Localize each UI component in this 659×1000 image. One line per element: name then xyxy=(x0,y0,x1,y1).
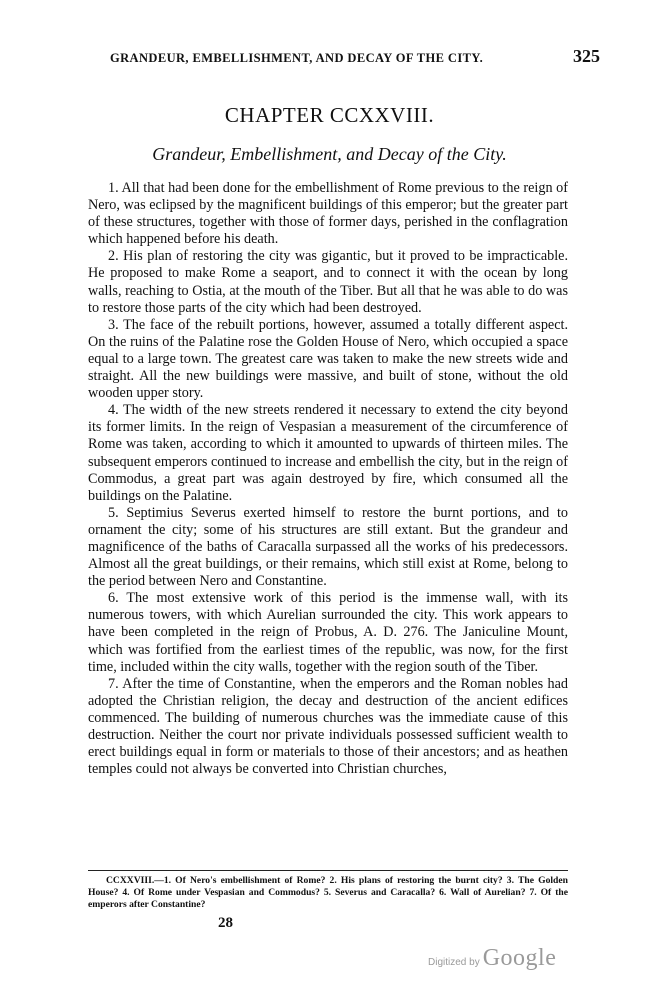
page-number: 325 xyxy=(573,46,600,66)
chapter-heading: CHAPTER CCXXVIII. xyxy=(224,103,435,127)
body-text xyxy=(88,180,568,778)
running-head xyxy=(110,46,600,67)
paragraph-3: 3. The face of the rebuilt portions, however, assumed a totally different aspect. On the ruins of the Palatine rose the Golden House of Nero, which occupied a space equal to a large town. The greatest care was taken to make the new streets wide and straight. All the new buildings were massive, and built of stone, without the old wooden upper story. xyxy=(88,316,568,402)
signature-mark: 28 xyxy=(218,915,233,931)
running-title: GRANDEUR, EMBELLISHMENT, AND DECAY OF THE CITY. xyxy=(110,51,484,65)
watermark-prefix: Digitized by xyxy=(428,957,480,968)
chapter-subtitle: Grandeur, Embellishment, and Decay of the City. xyxy=(152,144,507,164)
digitized-by-google-watermark xyxy=(428,945,556,972)
review-questions-text: CCXXVIII.—1. Of Nero's embellishment of Rome? 2. His plans of restoring the burnt city? 3. The Golden House? 4. Of Rome under Vespasian and Commodus? 5. Severus and Caracalla? 6. Wall of Aurelian? 7. Of the emperors after Constantine? xyxy=(88,875,568,911)
paragraph-7: 7. After the time of Constantine, when the emperors and the Roman nobles had adopted the Christian religion, the decay and destruction of the ancient edifices commenced. The building of numerous churches was the immediate cause of this destruction. Neither the court nor private individuals possessed sufficient wealth to erect buildings equal in form or materials to those of their ancestors; and as heathen temples could not always be converted into Christian churches, xyxy=(88,675,568,778)
footnote-divider xyxy=(88,870,568,871)
paragraph-6: 6. The most extensive work of this period is the immense wall, with its numerous towers, with which Aurelian surrounded the city. This work appears to have been completed in the reign of Probus, A. D. 276. The Janiculine Mount, which was fortified from the earliest times of the republic, was now, for the first time, included within the city walls, together with the region south of the Tiber. xyxy=(88,590,568,675)
paragraph-2: 2. His plan of restoring the city was gigantic, but it proved to be impracticable. He proposed to make Rome a seaport, and to connect it with the ocean by long walls, reaching to Ostia, at the mouth of the Tiber. But all that he was able to do was to restore those parts of the city which had been destroyed. xyxy=(88,248,568,316)
paragraph-5: 5. Septimius Severus exerted himself to restore the burnt portions, and to ornament the city; some of his structures are still extant. But the grandeur and magnificence of the baths of Caracalla surpassed all the works of his predecessors. Almost all the great buildings, or their remains, which still exist at Rome, belong to the period between Nero and Constantine. xyxy=(88,504,568,590)
paragraph-1: 1. All that had been done for the embellishment of Rome previous to the reign of Nero, was eclipsed by the magnificent buildings of this emperor; but the greater part of these structures, together with those of former days, perished in the conflagration which happened before his death. xyxy=(88,180,568,248)
review-questions xyxy=(88,875,568,912)
paragraph-4: 4. The width of the new streets rendered it necessary to extend the city beyond its former limits. In the reign of Vespasian a measurement of the circumference of Rome was taken, according to which it amounted to upwards of thirteen miles. The subsequent emperors continued to increase and embellish the city, but in the reign of Commodus, a great part was again destroyed by fire, which consumed all the buildings on the Palatine. xyxy=(88,402,568,504)
google-logo: Google xyxy=(482,945,557,971)
